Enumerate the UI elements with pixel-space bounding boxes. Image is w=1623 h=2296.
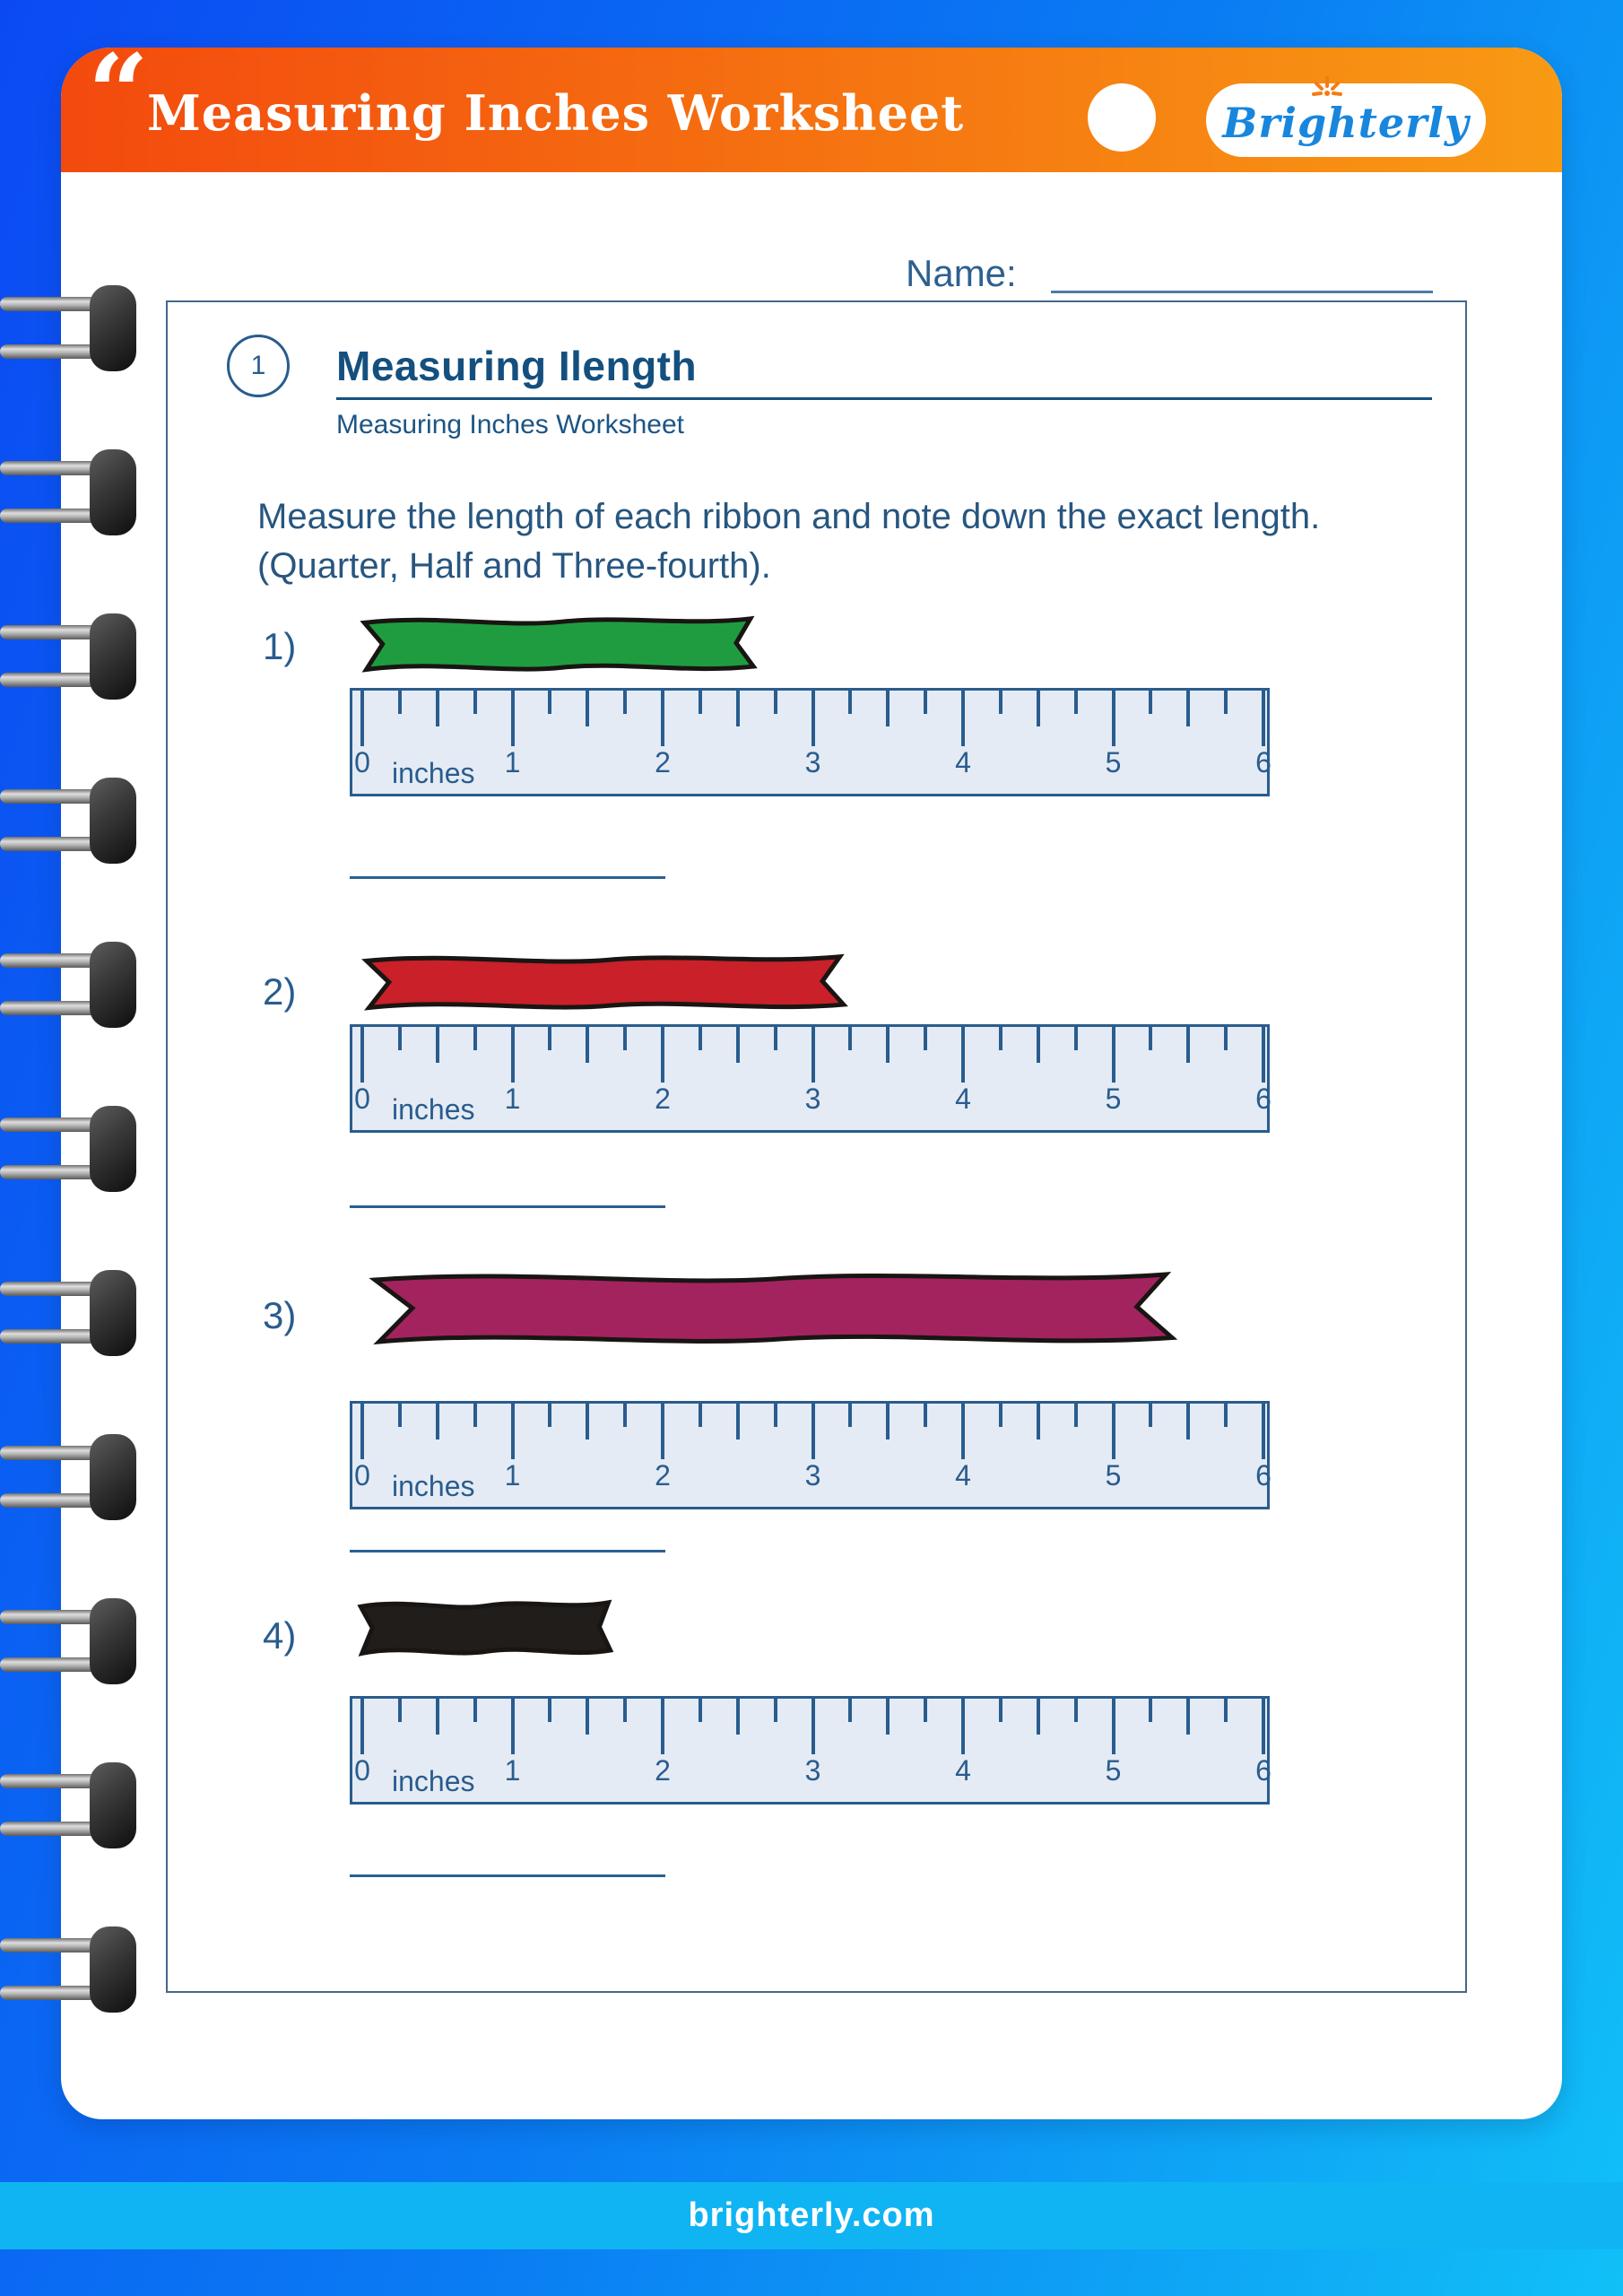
spiral-binding-block	[90, 1106, 136, 1192]
ruler-tick	[1262, 1404, 1265, 1459]
ruler-tick	[812, 1027, 815, 1083]
ribbon-shape	[367, 957, 844, 1008]
spiral-binding-block	[90, 942, 136, 1028]
ruler-unit-label: inches	[392, 1093, 475, 1126]
spiral-binding-block	[90, 1926, 136, 2013]
ruler-4	[350, 1696, 1270, 1805]
ruler-tick	[999, 1027, 1002, 1050]
ruler-number: 2	[655, 1754, 671, 1787]
ruler-tick	[886, 1404, 890, 1439]
ruler-tick	[511, 1404, 515, 1459]
header-bar	[61, 30, 1562, 172]
ruler-tick	[961, 1027, 965, 1083]
name-label: Name:	[906, 252, 1017, 294]
ribbon-shape	[360, 1603, 610, 1654]
answer-line-3[interactable]	[350, 1550, 665, 1552]
brighterly-logo	[1206, 83, 1486, 157]
ruler-tick	[398, 1027, 402, 1050]
ruler-tick	[961, 691, 965, 746]
ruler-tick	[623, 1699, 627, 1722]
logo-text: Brighterly	[1222, 99, 1470, 147]
ruler-tick	[1037, 1699, 1040, 1735]
spiral-binding-clip	[0, 1598, 138, 1684]
logo-starburst-icon	[1312, 76, 1342, 107]
ruler-tick	[436, 1699, 439, 1735]
ruler-unit-label: inches	[392, 757, 475, 789]
spiral-binding-clip	[0, 1434, 138, 1520]
ruler-tick	[924, 691, 927, 714]
ruler-tick	[548, 1027, 551, 1050]
spiral-binding-clip	[0, 942, 138, 1028]
ruler-tick	[886, 1699, 890, 1735]
page-title: Measuring Inches Worksheet	[147, 84, 965, 142]
item-1-label: 1)	[263, 625, 297, 667]
ribbon-magenta	[354, 1266, 1185, 1347]
instructions-line-1: Measure the length of each ribbon and note down the exact length.	[257, 497, 1321, 536]
ruler-tick	[1224, 1027, 1228, 1050]
answer-line-2[interactable]	[350, 1205, 665, 1208]
ruler-number: 4	[955, 746, 971, 778]
ruler-tick	[360, 691, 364, 746]
ruler-tick	[848, 691, 852, 714]
ruler-2	[350, 1024, 1270, 1133]
ribbon-black	[354, 1596, 614, 1657]
ruler-tick	[623, 1404, 627, 1427]
ruler-tick	[699, 1699, 702, 1722]
spiral-binding-clip	[0, 1926, 138, 2013]
ruler-number: 4	[955, 1083, 971, 1115]
ruler-tick	[360, 1699, 364, 1754]
question-box	[166, 300, 1467, 1993]
ruler-tick	[586, 691, 589, 726]
ruler-number: 0	[354, 1754, 370, 1787]
ruler-tick	[436, 691, 439, 726]
ruler-number: 6	[1255, 1459, 1271, 1492]
ruler-tick	[886, 691, 890, 726]
ruler-number: 2	[655, 746, 671, 778]
ruler-tick	[774, 1027, 777, 1050]
ruler-tick	[736, 1027, 740, 1063]
ruler-number: 4	[955, 1754, 971, 1787]
footer-band	[0, 2182, 1623, 2249]
ruler-number: 3	[804, 1083, 821, 1115]
ruler-tick	[398, 1699, 402, 1722]
spiral-binding-clip	[0, 1762, 138, 1848]
ruler-tick	[1037, 691, 1040, 726]
ruler-tick	[1186, 1404, 1190, 1439]
ruler-tick	[548, 1699, 551, 1722]
ruler-number: 6	[1255, 1754, 1271, 1787]
spiral-binding-block	[90, 1434, 136, 1520]
ruler-tick	[774, 1404, 777, 1427]
ruler-tick	[548, 691, 551, 714]
ruler-unit-label: inches	[392, 1470, 475, 1502]
ruler-number: 5	[1105, 1459, 1122, 1492]
ruler-number: 3	[804, 746, 821, 778]
ruler-tick	[360, 1404, 364, 1459]
spiral-binding-block	[90, 778, 136, 864]
footer-site-text: brighterly.com	[688, 2196, 935, 2234]
ruler-number: 5	[1105, 1083, 1122, 1115]
ruler-tick	[1112, 1027, 1115, 1083]
ruler-tick	[1262, 1699, 1265, 1754]
ruler-tick	[586, 1027, 589, 1063]
ruler-tick	[623, 1027, 627, 1050]
ruler-tick	[961, 1699, 965, 1754]
spiral-binding-clip	[0, 449, 138, 535]
ruler-tick	[511, 1699, 515, 1754]
ruler-tick	[699, 691, 702, 714]
ruler-tick	[848, 1404, 852, 1427]
ruler-tick	[848, 1699, 852, 1722]
ribbon-red	[354, 951, 851, 1012]
ruler-tick	[586, 1404, 589, 1439]
ruler-tick	[999, 1699, 1002, 1722]
spiral-binding-block	[90, 449, 136, 535]
ruler-number: 2	[655, 1083, 671, 1115]
ruler-number: 2	[655, 1459, 671, 1492]
section-heading: Measuring Ilength	[336, 343, 698, 389]
ruler-tick	[699, 1404, 702, 1427]
spiral-binding-clip	[0, 1106, 138, 1192]
ruler-tick	[661, 1404, 664, 1459]
ruler-tick	[812, 1699, 815, 1754]
section-number-badge	[227, 335, 290, 397]
ruler-tick	[360, 1027, 364, 1083]
ruler-tick	[661, 1027, 664, 1083]
ruler-tick	[886, 1027, 890, 1063]
ruler-number: 4	[955, 1459, 971, 1492]
ruler-tick	[1224, 1699, 1228, 1722]
spiral-binding-clip	[0, 613, 138, 700]
ruler-number: 5	[1105, 746, 1122, 778]
ruler-tick	[548, 1404, 551, 1427]
item-4-label: 4)	[263, 1614, 297, 1657]
section-number: 1	[250, 351, 266, 380]
ruler-tick	[736, 1699, 740, 1735]
ruler-number: 1	[504, 1083, 521, 1115]
ribbon-green	[354, 613, 759, 674]
ruler-tick	[736, 691, 740, 726]
instructions	[257, 492, 1320, 591]
spiral-binding-block	[90, 1762, 136, 1848]
ribbon-shape	[375, 1274, 1172, 1342]
ruler-tick	[1262, 691, 1265, 746]
spiral-binding-clip	[0, 778, 138, 864]
ruler-tick	[924, 1404, 927, 1427]
ruler-3	[350, 1401, 1270, 1509]
ruler-number: 0	[354, 1083, 370, 1115]
item-2-label: 2)	[263, 970, 297, 1013]
ruler-tick	[1149, 1404, 1152, 1427]
header-circle-decoration	[1088, 83, 1156, 152]
ruler-tick	[1074, 691, 1078, 714]
ruler-number: 3	[804, 1459, 821, 1492]
ruler-tick	[812, 691, 815, 746]
ruler-tick	[1149, 1699, 1152, 1722]
ruler-number: 1	[504, 1459, 521, 1492]
ruler-tick	[511, 691, 515, 746]
ruler-tick	[1037, 1404, 1040, 1439]
spiral-binding-clip	[0, 285, 138, 371]
ribbon-shape	[364, 619, 753, 670]
ruler-tick	[1149, 691, 1152, 714]
ruler-tick	[1074, 1404, 1078, 1427]
ruler-tick	[661, 691, 664, 746]
ruler-tick	[1186, 1027, 1190, 1063]
ruler-tick	[1112, 691, 1115, 746]
ruler-tick	[1037, 1027, 1040, 1063]
ruler-tick	[436, 1027, 439, 1063]
ruler-tick	[586, 1699, 589, 1735]
ruler-tick	[812, 1404, 815, 1459]
ruler-tick	[999, 1404, 1002, 1427]
ruler-tick	[398, 1404, 402, 1427]
spiral-binding-block	[90, 1598, 136, 1684]
ruler-tick	[473, 1027, 477, 1050]
name-write-line[interactable]	[1051, 291, 1433, 293]
ruler-tick	[924, 1699, 927, 1722]
ruler-tick	[1149, 1027, 1152, 1050]
ruler-tick	[924, 1027, 927, 1050]
ruler-tick	[511, 1027, 515, 1083]
spiral-binding-clip	[0, 1270, 138, 1356]
spiral-binding-block	[90, 1270, 136, 1356]
ruler-tick	[1186, 691, 1190, 726]
spiral-binding-block	[90, 613, 136, 700]
ruler-tick	[1074, 1027, 1078, 1050]
ruler-number: 1	[504, 746, 521, 778]
ruler-tick	[1186, 1699, 1190, 1735]
ruler-tick	[661, 1699, 664, 1754]
ruler-tick	[473, 1404, 477, 1427]
section-subheading: Measuring Inches Worksheet	[336, 410, 684, 439]
ruler-number: 0	[354, 1459, 370, 1492]
answer-line-4[interactable]	[350, 1874, 665, 1877]
ruler-tick	[1262, 1027, 1265, 1083]
section-divider	[336, 397, 1432, 400]
ruler-tick	[774, 1699, 777, 1722]
ruler-tick	[999, 691, 1002, 714]
ruler-tick	[699, 1027, 702, 1050]
ruler-number: 6	[1255, 1083, 1271, 1115]
quote-icon: “	[88, 30, 149, 155]
ruler-number: 3	[804, 1754, 821, 1787]
spiral-binding-block	[90, 285, 136, 371]
ruler-number: 5	[1105, 1754, 1122, 1787]
answer-line-1[interactable]	[350, 876, 665, 879]
worksheet-card	[61, 30, 1562, 2119]
ruler-tick	[1112, 1699, 1115, 1754]
instructions-line-2: (Quarter, Half and Three-fourth).	[257, 546, 771, 586]
ruler-tick	[1074, 1699, 1078, 1722]
ruler-tick	[961, 1404, 965, 1459]
ruler-tick	[774, 691, 777, 714]
item-3-label: 3)	[263, 1294, 297, 1336]
ruler-tick	[473, 691, 477, 714]
ruler-number: 1	[504, 1754, 521, 1787]
ruler-tick	[848, 1027, 852, 1050]
ruler-number: 6	[1255, 746, 1271, 778]
ruler-tick	[473, 1699, 477, 1722]
ruler-tick	[1112, 1404, 1115, 1459]
ruler-tick	[1224, 1404, 1228, 1427]
ruler-tick	[1224, 691, 1228, 714]
ruler-1	[350, 688, 1270, 796]
ruler-unit-label: inches	[392, 1765, 475, 1797]
ruler-number: 0	[354, 746, 370, 778]
ruler-tick	[623, 691, 627, 714]
ruler-tick	[736, 1404, 740, 1439]
ruler-tick	[398, 691, 402, 714]
ruler-tick	[436, 1404, 439, 1439]
